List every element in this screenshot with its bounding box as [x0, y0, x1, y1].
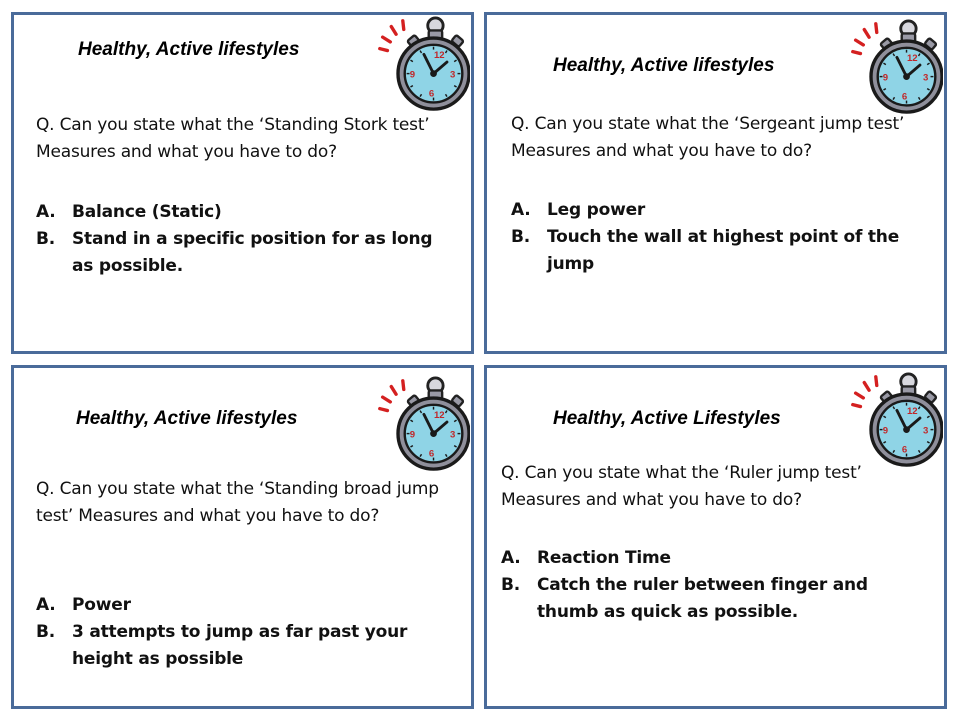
svg-text:3: 3 — [450, 69, 456, 81]
card-title: Healthy, Active Lifestyles — [553, 408, 781, 429]
answer-list — [36, 592, 446, 673]
answer-item — [36, 619, 446, 673]
card-question: Q. Can you state what the ‘Standing broad jump test’ Measures and what you have to do? — [36, 479, 439, 526]
quiz-card-standing-broad-jump — [11, 365, 474, 709]
answer-item — [36, 199, 456, 226]
answer-text: Balance (Static) — [72, 202, 222, 222]
answer-list — [36, 199, 456, 280]
stopwatch-icon — [374, 16, 470, 112]
stopwatch-icon — [847, 372, 943, 468]
quiz-card-standing-stork — [11, 12, 474, 354]
svg-text:12: 12 — [433, 410, 445, 422]
answer-marker: A. — [36, 595, 56, 615]
answer-item — [511, 224, 921, 278]
svg-text:9: 9 — [409, 429, 416, 441]
answer-marker: A. — [36, 202, 56, 222]
svg-text:3: 3 — [450, 429, 456, 441]
answer-text: Stand in a specific position for as long as possible. — [72, 229, 433, 276]
card-title: Healthy, Active lifestyles — [76, 408, 298, 429]
svg-text:12: 12 — [906, 53, 918, 65]
answer-text: Leg power — [547, 200, 646, 220]
answer-marker: B. — [511, 227, 531, 247]
answer-item — [501, 545, 901, 572]
answer-text: 3 attempts to jump as far past your height as possible — [72, 622, 408, 669]
quiz-card-sergeant-jump — [484, 12, 947, 354]
answer-marker: B. — [36, 622, 56, 642]
card-question: Q. Can you state what the ‘Standing Stork test’ Measures and what you have to do? — [36, 115, 430, 162]
answer-item — [501, 572, 901, 626]
answer-text: Touch the wall at highest point of the jump — [547, 227, 900, 274]
answer-text: Reaction Time — [537, 548, 671, 568]
answer-list — [501, 545, 901, 626]
card-title: Healthy, Active lifestyles — [78, 39, 300, 60]
svg-text:12: 12 — [906, 406, 918, 418]
answer-marker: B. — [36, 229, 56, 249]
svg-text:12: 12 — [433, 50, 445, 62]
svg-text:6: 6 — [901, 91, 908, 103]
card-title: Healthy, Active lifestyles — [553, 55, 775, 76]
svg-text:9: 9 — [882, 425, 889, 437]
stopwatch-icon — [847, 19, 943, 115]
svg-text:6: 6 — [901, 444, 908, 456]
answer-text: Power — [72, 595, 131, 615]
svg-text:6: 6 — [428, 88, 435, 100]
svg-text:9: 9 — [882, 72, 889, 84]
answer-text: Catch the ruler between finger and thumb as quick as possible. — [537, 575, 868, 622]
answer-item — [36, 226, 456, 280]
svg-text:3: 3 — [923, 72, 929, 84]
svg-text:3: 3 — [923, 425, 929, 437]
answer-item — [36, 592, 446, 619]
svg-text:6: 6 — [428, 448, 435, 460]
card-question: Q. Can you state what the ‘Sergeant jump test’ Measures and what you have to do? — [511, 114, 905, 161]
answer-marker: A. — [511, 200, 531, 220]
card-question: Q. Can you state what the ‘Ruler jump test’ Measures and what you have to do? — [501, 463, 862, 510]
stopwatch-icon — [374, 376, 470, 472]
svg-text:9: 9 — [409, 69, 416, 81]
quiz-card-ruler-jump — [484, 365, 947, 709]
answer-item — [511, 197, 921, 224]
answer-list — [511, 197, 921, 278]
answer-marker: A. — [501, 548, 521, 568]
answer-marker: B. — [501, 575, 521, 595]
